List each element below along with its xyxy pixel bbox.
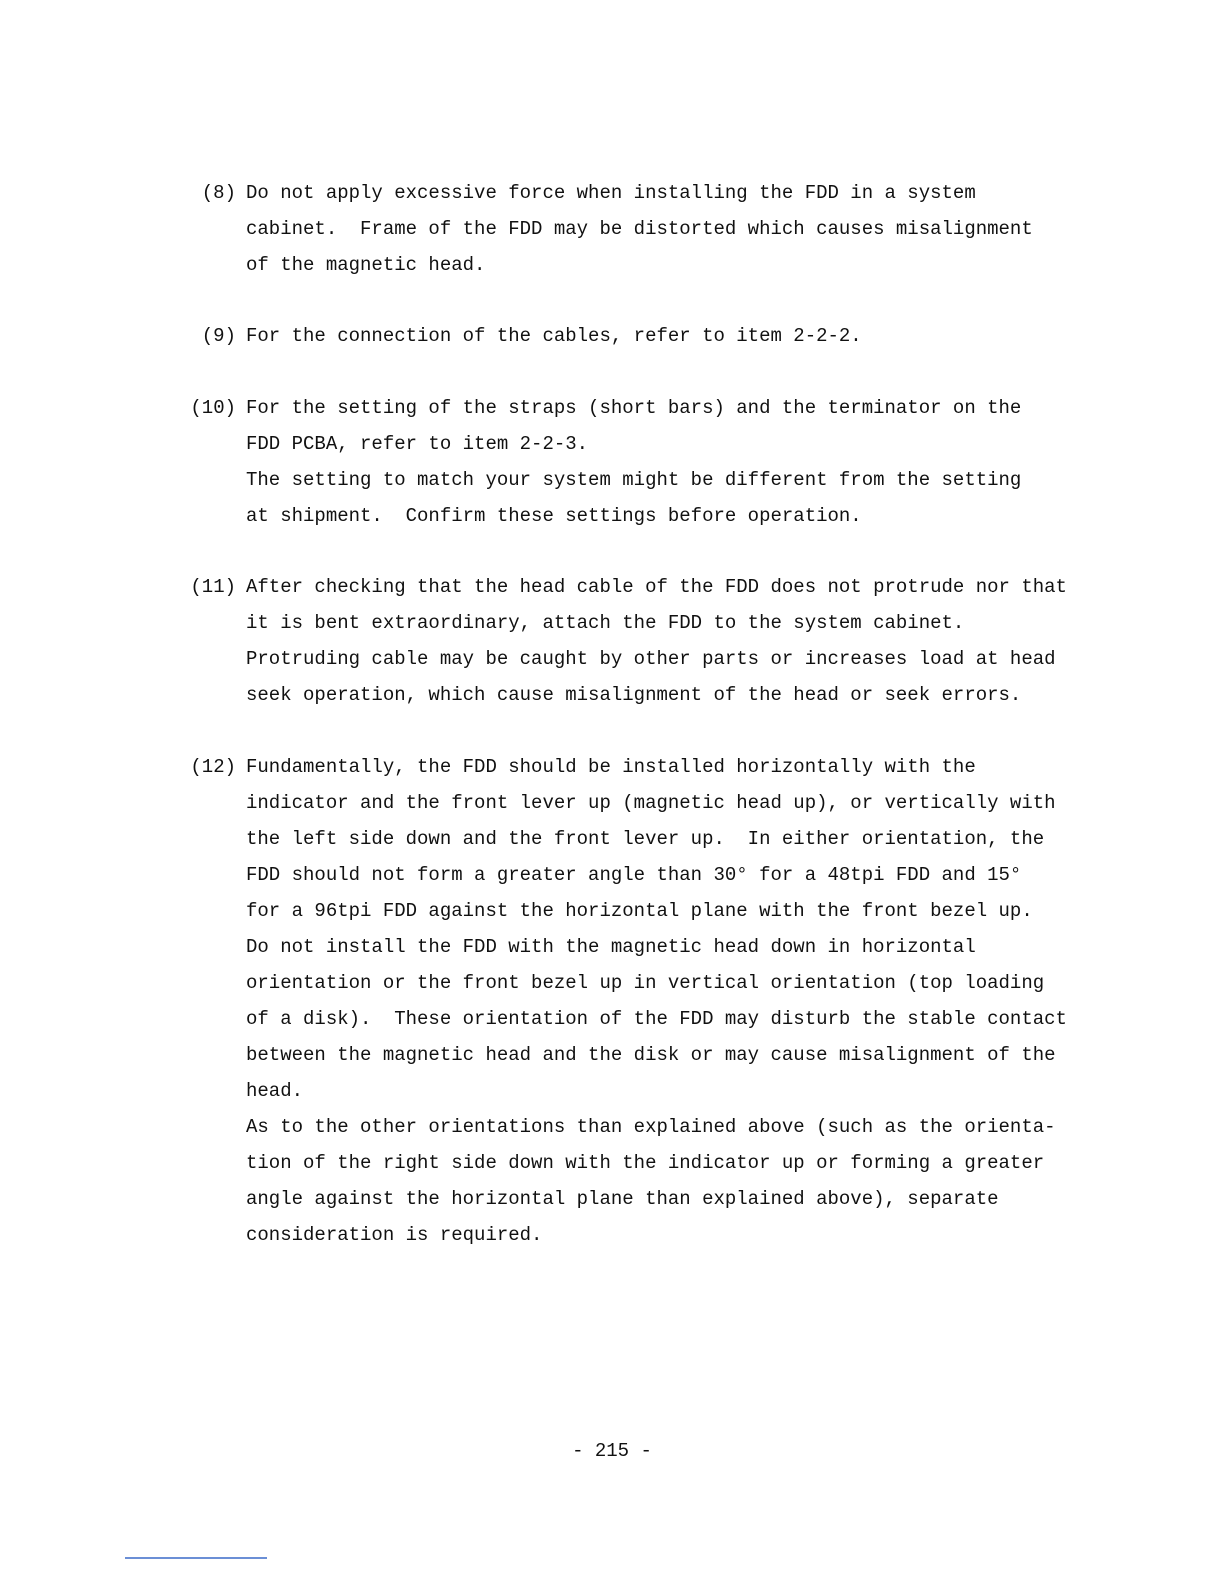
item-number: (11) bbox=[190, 576, 236, 598]
text-line: FDD PCBA, refer to item 2-2-3. bbox=[246, 433, 589, 455]
text-line: The setting to match your system might be different from the setting bbox=[246, 469, 1022, 491]
text-line: Fundamentally, the FDD should be installed horizontally with the bbox=[246, 756, 976, 778]
text-line: for a 96tpi FDD against the horizontal plane with the front bezel up. bbox=[246, 900, 1033, 922]
text-line: head. bbox=[246, 1080, 304, 1102]
text-line: For the connection of the cables, refer to item 2-2-2. bbox=[246, 325, 862, 347]
text-line: at shipment. Confirm these settings before operation. bbox=[246, 505, 862, 527]
item-text bbox=[246, 569, 1206, 713]
item-number: (8) bbox=[201, 182, 236, 204]
text-line: tion of the right side down with the indicator up or forming a greater bbox=[246, 1152, 1045, 1174]
text-line: Do not apply excessive force when installing the FDD in a system bbox=[246, 182, 976, 204]
item-number: (10) bbox=[190, 397, 236, 419]
text-line: Do not install the FDD with the magnetic head down in horizontal bbox=[246, 936, 976, 958]
text-line: For the setting of the straps (short bars) and the terminator on the bbox=[246, 397, 1022, 419]
item-number: (12) bbox=[190, 756, 236, 778]
text-line: Protruding cable may be caught by other parts or increases load at head bbox=[246, 648, 1056, 670]
page-number: - 215 - bbox=[572, 1440, 652, 1462]
text-line: indicator and the front lever up (magnetic head up), or vertically with bbox=[246, 792, 1056, 814]
text-line: After checking that the head cable of the FDD does not protrude nor that bbox=[246, 576, 1067, 598]
text-line: As to the other orientations than explained above (such as the orienta- bbox=[246, 1116, 1056, 1138]
text-line: consideration is required. bbox=[246, 1224, 543, 1246]
text-line: cabinet. Frame of the FDD may be distorted which causes misalignment bbox=[246, 218, 1033, 240]
item-text bbox=[246, 318, 1206, 354]
text-line: it is bent extraordinary, attach the FDD to the system cabinet. bbox=[246, 612, 965, 634]
item-number: (9) bbox=[201, 325, 236, 347]
text-line: the left side down and the front lever up. In either orientation, the bbox=[246, 828, 1045, 850]
item-text bbox=[246, 749, 1206, 1253]
text-line: angle against the horizontal plane than explained above), separate bbox=[246, 1188, 999, 1210]
text-line: FDD should not form a greater angle than 30° for a 48tpi FDD and 15° bbox=[246, 864, 1022, 886]
text-line: of a disk). These orientation of the FDD may disturb the stable contact bbox=[246, 1008, 1067, 1030]
text-line: orientation or the front bezel up in vertical orientation (top loading bbox=[246, 972, 1045, 994]
text-line: between the magnetic head and the disk or may cause misalignment of the bbox=[246, 1044, 1056, 1066]
text-line: of the magnetic head. bbox=[246, 254, 486, 276]
edge-rule bbox=[125, 1557, 267, 1559]
item-text bbox=[246, 175, 1206, 283]
item-text bbox=[246, 390, 1206, 534]
text-line: seek operation, which cause misalignment of the head or seek errors. bbox=[246, 684, 1022, 706]
